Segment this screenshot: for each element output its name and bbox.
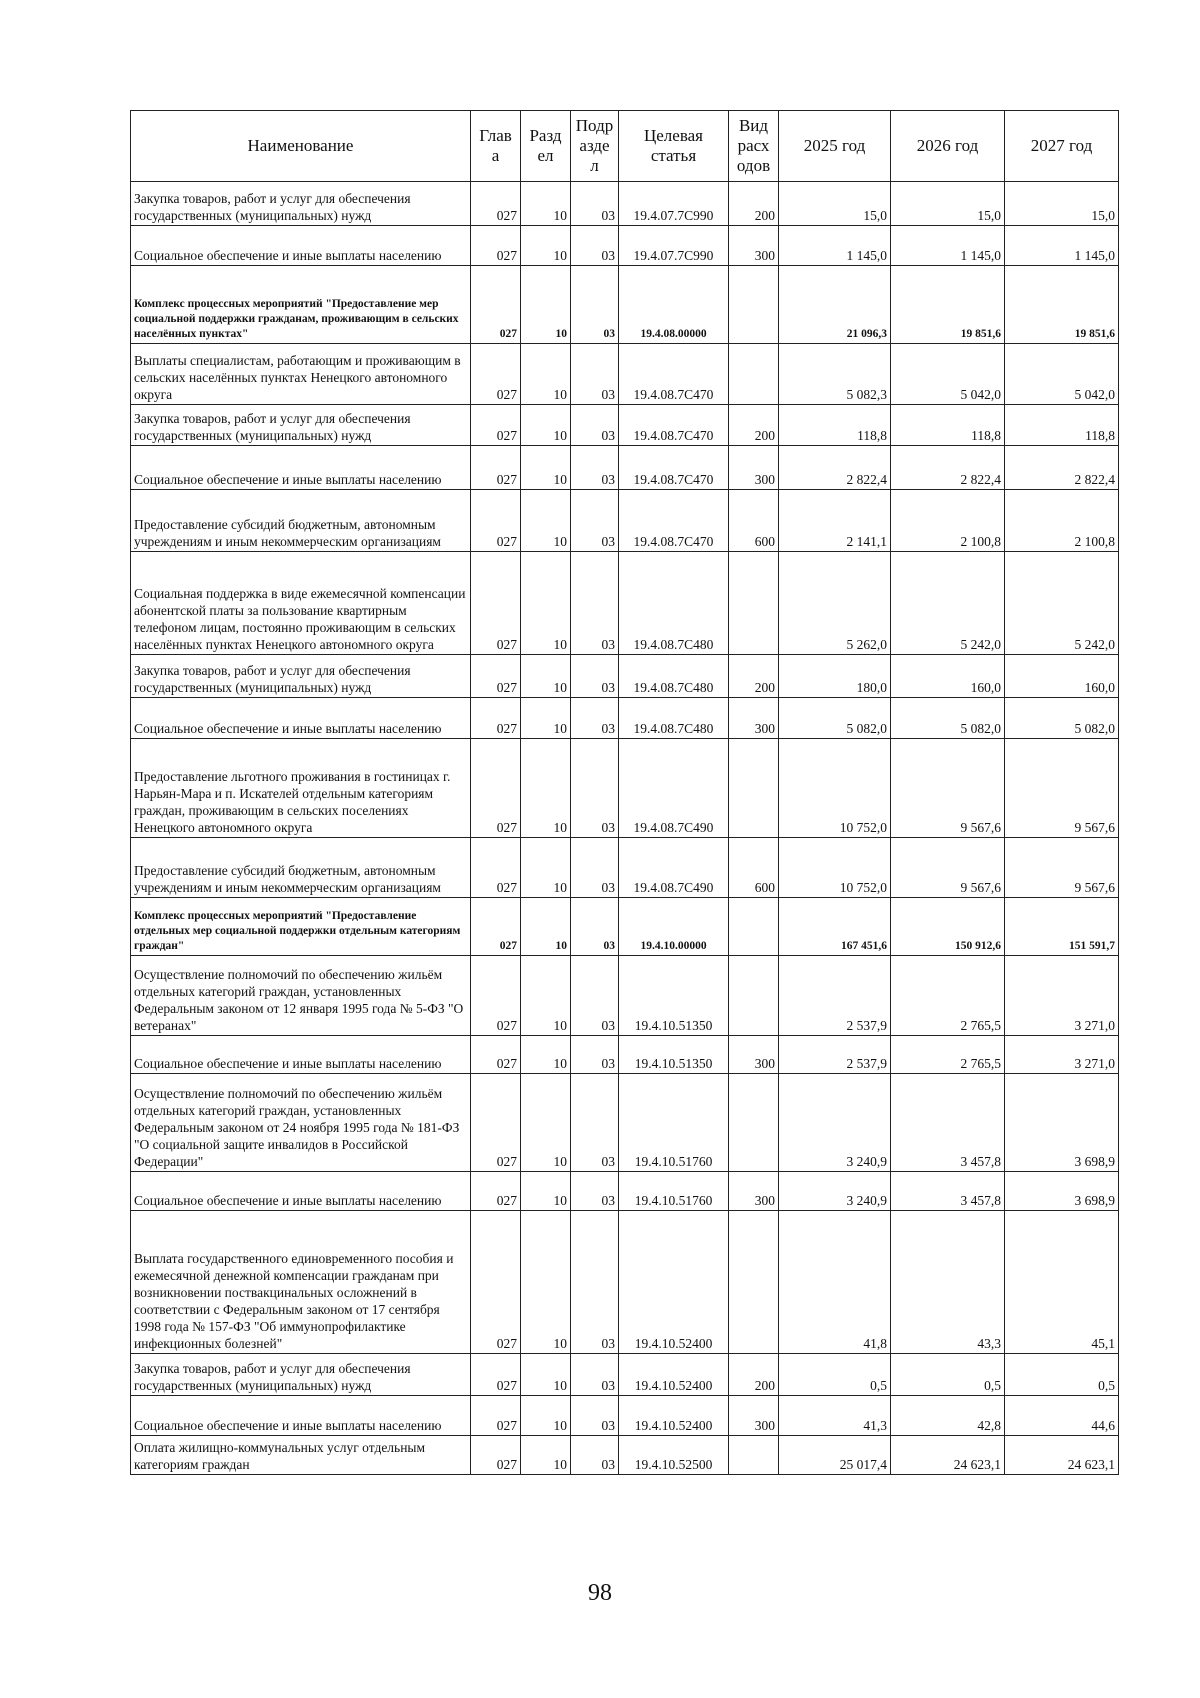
row-section: 10 — [521, 1211, 571, 1354]
row-amount-2027: 160,0 — [1005, 655, 1119, 698]
row-expense-type: 200 — [729, 405, 779, 446]
row-expense-type: 600 — [729, 838, 779, 898]
row-name: Закупка товаров, работ и услуг для обеспечения государственных (муниципальных) нужд — [131, 182, 471, 226]
row-amount-2027: 5 042,0 — [1005, 344, 1119, 405]
row-amount-2026: 0,5 — [891, 1354, 1005, 1396]
row-amount-2026: 5 242,0 — [891, 552, 1005, 655]
row-section: 10 — [521, 1074, 571, 1172]
table-body — [131, 182, 1119, 1475]
row-amount-2025: 25 017,4 — [779, 1436, 891, 1475]
row-amount-2025: 1 145,0 — [779, 226, 891, 266]
row-chapter: 027 — [471, 838, 521, 898]
row-expense-type — [729, 739, 779, 838]
row-amount-2025: 5 082,3 — [779, 344, 891, 405]
row-amount-2027: 118,8 — [1005, 405, 1119, 446]
row-amount-2026: 15,0 — [891, 182, 1005, 226]
row-chapter: 027 — [471, 1436, 521, 1475]
row-amount-2026: 42,8 — [891, 1396, 1005, 1436]
row-subsection: 03 — [571, 838, 619, 898]
row-chapter: 027 — [471, 898, 521, 956]
row-name: Социальное обеспечение и иные выплаты населению — [131, 446, 471, 490]
header-year-2025: 2025 год — [779, 111, 891, 182]
row-target-article: 19.4.07.7С990 — [619, 182, 729, 226]
row-expense-type — [729, 1074, 779, 1172]
row-subsection: 03 — [571, 1036, 619, 1074]
row-subsection: 03 — [571, 1436, 619, 1475]
row-section: 10 — [521, 226, 571, 266]
row-amount-2027: 1 145,0 — [1005, 226, 1119, 266]
row-name: Выплата государственного единовременного пособия и ежемесячной денежной компенсации гражданам при возникновении поствакцинальных осложнений в соответствии с Федеральным законом от 17 сентября 1998 года № 157-ФЗ "Об иммунопрофилактике инфекционных болезней" — [131, 1211, 471, 1354]
table-row — [131, 956, 1119, 1036]
row-amount-2026: 9 567,6 — [891, 739, 1005, 838]
row-expense-type — [729, 1211, 779, 1354]
row-amount-2025: 0,5 — [779, 1354, 891, 1396]
row-chapter: 027 — [471, 344, 521, 405]
row-amount-2025: 41,8 — [779, 1211, 891, 1354]
row-amount-2025: 2 537,9 — [779, 956, 891, 1036]
table-row — [131, 405, 1119, 446]
row-section: 10 — [521, 446, 571, 490]
row-target-article: 19.4.10.51350 — [619, 956, 729, 1036]
row-amount-2026: 2 822,4 — [891, 446, 1005, 490]
table-header-row — [131, 111, 1119, 182]
row-target-article: 19.4.08.7С470 — [619, 490, 729, 552]
row-amount-2027: 151 591,7 — [1005, 898, 1119, 956]
row-amount-2026: 5 082,0 — [891, 698, 1005, 739]
header-target-article: Целевая статья — [619, 111, 729, 182]
row-subsection: 03 — [571, 266, 619, 344]
header-year-2027: 2027 год — [1005, 111, 1119, 182]
row-target-article: 19.4.10.52400 — [619, 1354, 729, 1396]
row-section: 10 — [521, 898, 571, 956]
row-chapter: 027 — [471, 698, 521, 739]
row-subsection: 03 — [571, 405, 619, 446]
row-chapter: 027 — [471, 266, 521, 344]
row-expense-type — [729, 956, 779, 1036]
row-amount-2025: 2 141,1 — [779, 490, 891, 552]
row-target-article: 19.4.08.7С480 — [619, 655, 729, 698]
row-amount-2026: 2 765,5 — [891, 956, 1005, 1036]
row-amount-2027: 2 100,8 — [1005, 490, 1119, 552]
row-expense-type — [729, 266, 779, 344]
row-amount-2025: 41,3 — [779, 1396, 891, 1436]
row-section: 10 — [521, 739, 571, 838]
row-target-article: 19.4.08.7С480 — [619, 552, 729, 655]
table-row — [131, 490, 1119, 552]
row-name: Закупка товаров, работ и услуг для обеспечения государственных (муниципальных) нужд — [131, 1354, 471, 1396]
row-name: Предоставление субсидий бюджетным, автономным учреждениям и иным некоммерческим организациям — [131, 838, 471, 898]
row-amount-2027: 9 567,6 — [1005, 838, 1119, 898]
row-expense-type: 300 — [729, 698, 779, 739]
row-amount-2025: 21 096,3 — [779, 266, 891, 344]
row-expense-type — [729, 552, 779, 655]
row-expense-type: 300 — [729, 1172, 779, 1211]
row-amount-2027: 0,5 — [1005, 1354, 1119, 1396]
row-name: Предоставление субсидий бюджетным, автономным учреждениям и иным некоммерческим организациям — [131, 490, 471, 552]
row-amount-2027: 5 242,0 — [1005, 552, 1119, 655]
row-subsection: 03 — [571, 1396, 619, 1436]
row-target-article: 19.4.08.7С490 — [619, 838, 729, 898]
page-number: 98 — [588, 1580, 612, 1606]
table-row — [131, 739, 1119, 838]
row-amount-2027: 3 698,9 — [1005, 1172, 1119, 1211]
row-name: Социальное обеспечение и иные выплаты населению — [131, 226, 471, 266]
row-subsection: 03 — [571, 655, 619, 698]
row-subsection: 03 — [571, 739, 619, 838]
row-section: 10 — [521, 838, 571, 898]
row-section: 10 — [521, 956, 571, 1036]
row-section: 10 — [521, 1354, 571, 1396]
row-chapter: 027 — [471, 226, 521, 266]
row-subsection: 03 — [571, 1172, 619, 1211]
row-amount-2027: 45,1 — [1005, 1211, 1119, 1354]
row-target-article: 19.4.08.00000 — [619, 266, 729, 344]
row-name: Социальная поддержка в виде ежемесячной компенсации абонентской платы за пользование квартирным телефоном лицам, постоянно проживающим в сельских населённых пунктах Ненецкого автономного округа — [131, 552, 471, 655]
row-section: 10 — [521, 266, 571, 344]
row-target-article: 19.4.08.7С470 — [619, 344, 729, 405]
row-chapter: 027 — [471, 1354, 521, 1396]
row-subsection: 03 — [571, 1354, 619, 1396]
row-amount-2026: 3 457,8 — [891, 1172, 1005, 1211]
table-row — [131, 446, 1119, 490]
row-subsection: 03 — [571, 182, 619, 226]
row-amount-2025: 180,0 — [779, 655, 891, 698]
header-subsection: Подр азде л — [571, 111, 619, 182]
table-row — [131, 898, 1119, 956]
row-amount-2027: 44,6 — [1005, 1396, 1119, 1436]
row-expense-type — [729, 344, 779, 405]
row-name: Закупка товаров, работ и услуг для обеспечения государственных (муниципальных) нужд — [131, 655, 471, 698]
row-target-article: 19.4.10.52500 — [619, 1436, 729, 1475]
row-amount-2025: 15,0 — [779, 182, 891, 226]
table-row — [131, 698, 1119, 739]
row-chapter: 027 — [471, 1172, 521, 1211]
budget-table — [130, 110, 1119, 1475]
row-chapter: 027 — [471, 1396, 521, 1436]
row-subsection: 03 — [571, 490, 619, 552]
row-section: 10 — [521, 1036, 571, 1074]
row-amount-2025: 118,8 — [779, 405, 891, 446]
row-expense-type — [729, 898, 779, 956]
row-chapter: 027 — [471, 490, 521, 552]
table-row — [131, 1354, 1119, 1396]
row-expense-type: 600 — [729, 490, 779, 552]
table-row — [131, 1436, 1119, 1475]
row-target-article: 19.4.08.7С470 — [619, 405, 729, 446]
table-row — [131, 1172, 1119, 1211]
table-row — [131, 552, 1119, 655]
row-subsection: 03 — [571, 446, 619, 490]
row-section: 10 — [521, 1172, 571, 1211]
table-row — [131, 266, 1119, 344]
row-amount-2025: 10 752,0 — [779, 739, 891, 838]
row-expense-type: 300 — [729, 1396, 779, 1436]
row-name: Социальное обеспечение и иные выплаты населению — [131, 698, 471, 739]
row-amount-2026: 24 623,1 — [891, 1436, 1005, 1475]
row-amount-2025: 10 752,0 — [779, 838, 891, 898]
row-subsection: 03 — [571, 1211, 619, 1354]
row-amount-2025: 5 082,0 — [779, 698, 891, 739]
row-subsection: 03 — [571, 344, 619, 405]
row-section: 10 — [521, 182, 571, 226]
row-amount-2025: 2 822,4 — [779, 446, 891, 490]
table-row — [131, 1211, 1119, 1354]
row-section: 10 — [521, 552, 571, 655]
row-amount-2025: 2 537,9 — [779, 1036, 891, 1074]
row-chapter: 027 — [471, 1211, 521, 1354]
row-name: Осуществление полномочий по обеспечению жильём отдельных категорий граждан, установленных Федеральным законом от 24 ноября 1995 года № 181-ФЗ "О социальной защите инвалидов в Российской Федерации" — [131, 1074, 471, 1172]
row-expense-type: 200 — [729, 182, 779, 226]
row-name: Социальное обеспечение и иные выплаты населению — [131, 1036, 471, 1074]
table-row — [131, 1396, 1119, 1436]
row-target-article: 19.4.10.51760 — [619, 1074, 729, 1172]
row-chapter: 027 — [471, 1036, 521, 1074]
row-chapter: 027 — [471, 182, 521, 226]
row-amount-2027: 2 822,4 — [1005, 446, 1119, 490]
row-target-article: 19.4.10.52400 — [619, 1396, 729, 1436]
header-chapter: Глав а — [471, 111, 521, 182]
row-target-article: 19.4.07.7С990 — [619, 226, 729, 266]
row-amount-2026: 1 145,0 — [891, 226, 1005, 266]
row-amount-2027: 3 271,0 — [1005, 1036, 1119, 1074]
row-amount-2026: 118,8 — [891, 405, 1005, 446]
row-amount-2027: 9 567,6 — [1005, 739, 1119, 838]
row-amount-2027: 5 082,0 — [1005, 698, 1119, 739]
row-expense-type: 300 — [729, 446, 779, 490]
row-name: Оплата жилищно-коммунальных услуг отдельным категориям граждан — [131, 1436, 471, 1475]
row-subsection: 03 — [571, 898, 619, 956]
row-expense-type: 200 — [729, 655, 779, 698]
row-chapter: 027 — [471, 956, 521, 1036]
row-name: Осуществление полномочий по обеспечению жильём отдельных категорий граждан, установленных Федеральным законом от 12 января 1995 года № 5-ФЗ "О ветеранах" — [131, 956, 471, 1036]
row-chapter: 027 — [471, 405, 521, 446]
row-amount-2026: 9 567,6 — [891, 838, 1005, 898]
table-row — [131, 226, 1119, 266]
row-section: 10 — [521, 344, 571, 405]
row-amount-2025: 167 451,6 — [779, 898, 891, 956]
row-amount-2026: 43,3 — [891, 1211, 1005, 1354]
header-section: Разд ел — [521, 111, 571, 182]
table-row — [131, 655, 1119, 698]
row-subsection: 03 — [571, 552, 619, 655]
row-amount-2025: 3 240,9 — [779, 1172, 891, 1211]
row-section: 10 — [521, 655, 571, 698]
row-target-article: 19.4.08.7С480 — [619, 698, 729, 739]
row-expense-type — [729, 1436, 779, 1475]
row-section: 10 — [521, 405, 571, 446]
row-expense-type: 200 — [729, 1354, 779, 1396]
row-amount-2026: 2 100,8 — [891, 490, 1005, 552]
row-name: Предоставление льготного проживания в гостиницах г. Нарьян-Мара и п. Искателей отдельным категориям граждан, проживающим в сельских поселениях Ненецкого автономного округа — [131, 739, 471, 838]
row-name: Социальное обеспечение и иные выплаты населению — [131, 1172, 471, 1211]
row-name: Комплекс процессных мероприятий "Предоставление мер социальной поддержки гражданам, проживающим в сельских населённых пунктах" — [131, 266, 471, 344]
table-row — [131, 1074, 1119, 1172]
row-name: Выплаты специалистам, работающим и проживающим в сельских населённых пунктах Ненецкого автономного округа — [131, 344, 471, 405]
row-amount-2026: 19 851,6 — [891, 266, 1005, 344]
row-chapter: 027 — [471, 552, 521, 655]
row-amount-2026: 3 457,8 — [891, 1074, 1005, 1172]
row-amount-2026: 2 765,5 — [891, 1036, 1005, 1074]
row-amount-2026: 5 042,0 — [891, 344, 1005, 405]
row-target-article: 19.4.08.7С490 — [619, 739, 729, 838]
row-target-article: 19.4.10.51350 — [619, 1036, 729, 1074]
table-row — [131, 182, 1119, 226]
row-expense-type: 300 — [729, 226, 779, 266]
row-section: 10 — [521, 698, 571, 739]
header-year-2026: 2026 год — [891, 111, 1005, 182]
row-subsection: 03 — [571, 226, 619, 266]
row-amount-2027: 15,0 — [1005, 182, 1119, 226]
row-name: Социальное обеспечение и иные выплаты населению — [131, 1396, 471, 1436]
row-chapter: 027 — [471, 655, 521, 698]
header-expense-type: Вид расх одов — [729, 111, 779, 182]
row-section: 10 — [521, 490, 571, 552]
row-subsection: 03 — [571, 956, 619, 1036]
row-section: 10 — [521, 1396, 571, 1436]
row-amount-2025: 3 240,9 — [779, 1074, 891, 1172]
row-amount-2027: 24 623,1 — [1005, 1436, 1119, 1475]
row-subsection: 03 — [571, 1074, 619, 1172]
row-name: Комплекс процессных мероприятий "Предоставление отдельных мер социальной поддержки отдельным категориям граждан" — [131, 898, 471, 956]
row-chapter: 027 — [471, 446, 521, 490]
row-expense-type: 300 — [729, 1036, 779, 1074]
row-subsection: 03 — [571, 698, 619, 739]
table-row — [131, 1036, 1119, 1074]
row-section: 10 — [521, 1436, 571, 1475]
table-row — [131, 838, 1119, 898]
row-amount-2025: 5 262,0 — [779, 552, 891, 655]
row-amount-2027: 3 271,0 — [1005, 956, 1119, 1036]
row-chapter: 027 — [471, 739, 521, 838]
row-name: Закупка товаров, работ и услуг для обеспечения государственных (муниципальных) нужд — [131, 405, 471, 446]
row-target-article: 19.4.10.51760 — [619, 1172, 729, 1211]
header-name: Наименование — [131, 111, 471, 182]
row-amount-2026: 160,0 — [891, 655, 1005, 698]
row-target-article: 19.4.10.00000 — [619, 898, 729, 956]
table-row — [131, 344, 1119, 405]
row-target-article: 19.4.10.52400 — [619, 1211, 729, 1354]
row-amount-2027: 19 851,6 — [1005, 266, 1119, 344]
row-chapter: 027 — [471, 1074, 521, 1172]
row-target-article: 19.4.08.7С470 — [619, 446, 729, 490]
row-amount-2027: 3 698,9 — [1005, 1074, 1119, 1172]
row-amount-2026: 150 912,6 — [891, 898, 1005, 956]
